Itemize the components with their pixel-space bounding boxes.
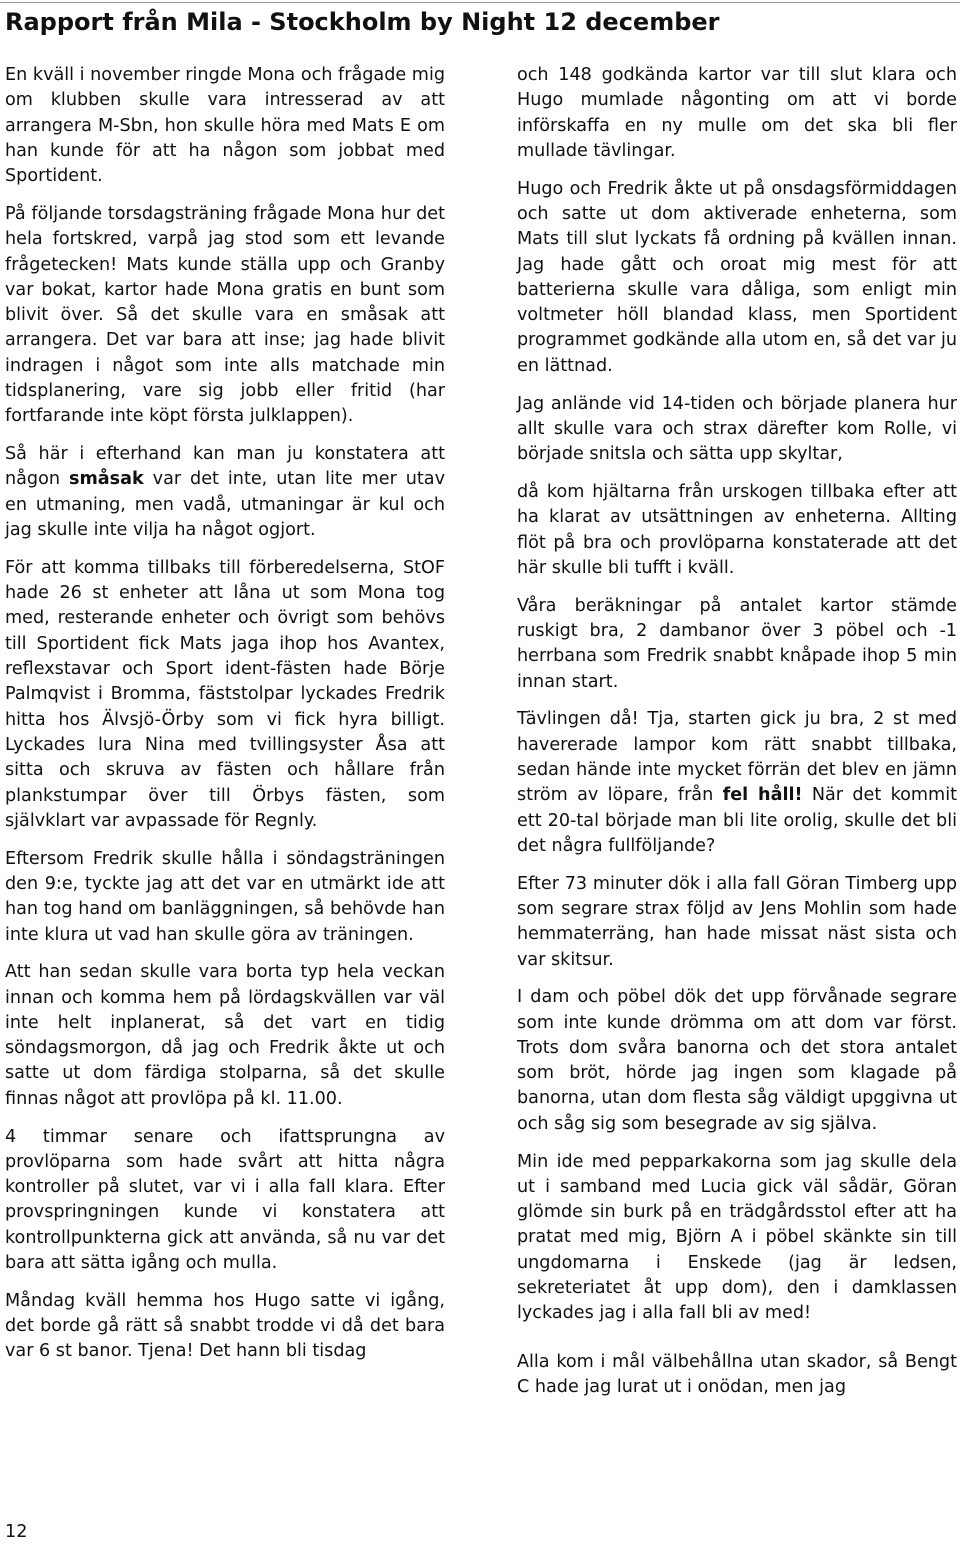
paragraph: Våra beräkningar på antalet kartor stämde ruskigt bra, 2 dambanor över 3 pöbel och -1 herrbana som Fredrik snabbt knåpade ihop 5 min innan start. xyxy=(517,595,957,692)
paragraph: Eftersom Fredrik skulle hålla i söndagsträningen den 9:e, tyckte jag att det var en utmärkt ide att han tog hand om banläggningen, så behövde han inte klura ut vad han skulle göra av träningen. xyxy=(5,848,445,945)
paragraph-text: Tävlingen då! Tja, starten gick ju bra, 2 st med havererade lampor kom rätt snabbt tillbaka, sedan hände inte mycket förrän det blev en jämn ström av löpare, från xyxy=(517,709,957,806)
paragraph: Alla kom i mål välbehållna utan skador, så Bengt C hade jag lurat ut i onödan, men jag xyxy=(517,1351,957,1397)
paragraph: På följande torsdagsträning frågade Mona hur det hela fortskred, varpå jag stod som ett levande frågetecken! Mats kunde ställa upp och Granby var bokat, kartor hade Mona gratis en bunt som blivit över. Så det skulle vara en småsak att arrangera. Det var bara att inse; jag hade blivit indragen i något som inte alls matchade min tidsplanering, vare sig jobb eller fritid (har fortfarande inte köpt första julklappen). xyxy=(5,203,445,427)
left-column xyxy=(5,63,445,1377)
paragraph: I dam och pöbel dök det upp förvånade segrare som inte kunde drömma om att dom var först. Trots dom svåra banorna och det stora antalet som bröt, hörde jag ingen som klagade på banorna, utan dom flesta såg väldigt upggivna ut och såg sig som besegrade av sig själva. xyxy=(517,987,957,1134)
top-rule xyxy=(0,2,960,3)
paragraph: Hugo och Fredrik åkte ut på onsdagsförmiddagen och satte ut dom aktiverade enheterna, som Mats till slut lyckats få ordning på kvällen innan. Jag hade gått och oroat mig mest för att batterierna skulle vara dåliga, som enligt min voltmeter höll blandad klass, men Sportident programmet godkände alla utom en, så det var ju en lättnad. xyxy=(517,178,957,376)
paragraph xyxy=(5,442,445,543)
bold-text: småsak xyxy=(68,469,144,490)
page-number: 12 xyxy=(5,1522,28,1542)
paragraph: Jag anlände vid 14-tiden och började planera hur allt skulle vara och strax därefter kom Rolle, vi började snitsla och sätta upp skyltar, xyxy=(517,393,957,465)
paragraph-text: var det inte, utan lite mer utav en utmaning, men vadå, utmaningar är kul och jag skulle inte vilja ha något ogjort. xyxy=(5,469,445,541)
paragraph: och 148 godkända kartor var till slut klara och Hugo mumlade någonting om att vi borde införskaffa en ny mulle om det ska bli fler mullade tävlingar. xyxy=(517,65,957,161)
right-column xyxy=(517,63,957,1413)
page-title: Rapport från Mila - Stockholm by Night 12 december xyxy=(5,8,720,36)
paragraph-text: När det kommit ett 20-tal började man bli lite orolig, skulle det bli det några fullföljande? xyxy=(517,785,957,856)
paragraph-text: Så här i efterhand kan man ju konstatera att någon xyxy=(5,444,445,490)
paragraph: En kväll i november ringde Mona och frågade mig om klubben skulle vara intresserad av att arrangera M-Sbn, hon skulle höra med Mats E om han kunde för att ha någon som jobbat med Sportident. xyxy=(5,65,445,187)
paragraph xyxy=(517,707,957,859)
paragraph: För att komma tillbaks till förberedelserna, StOF hade 26 st enheter att låna ut som Mona tog med, resterande enheter och övrigt som behövs till Sportident fick Mats jaga ihop hos Avantex, reflexstavar och Sport ident-fästen hade Börje Palmqvist i Bromma, fäststolpar lyckades Fredrik hitta hos Älvsjö-Örby som vi fick hyra billigt. Lyckades lura Nina med tvillingsyster Åsa att sitta och skruva av fästen och hållare från plankstumpar över till Örbys fästen, som självklart var avpassade för Regnly. xyxy=(5,557,445,831)
paragraph: Att han sedan skulle vara borta typ hela veckan innan och komma hem på lördagskvällen var väl inte helt inplanerat, så det vart en tidig söndagsmorgon, då jag och Fredrik åkte ut och satte ut dom färdiga stolparna, så det skulle finnas något att provlöpa på kl. 11.00. xyxy=(5,962,445,1109)
bold-text: fel håll! xyxy=(722,785,803,806)
paragraph: 4 timmar senare och ifattsprungna av provlöparna som hade svårt att hitta några kontroller på slutet, var vi i alla fall klara. Efter provspringningen kunde vi konstatera att kontrollpunkterna gick att använda, så nu var det bara att sätta igång och mulla. xyxy=(5,1126,445,1274)
paragraph: Min ide med pepparkakorna som jag skulle dela ut i samband med Lucia gick väl sådär, Göran glömde sin burk på en trädgårdsstol efter att ha pratat med mig, Björn A i pöbel skänkte sin till ungdomarna i Enskede (jag är ledsen, sekreteriatet åt upp dom), den i damklassen lyckades jag i alla fall bli av med! xyxy=(517,1151,957,1324)
paragraph: Måndag kväll hemma hos Hugo satte vi igång, det borde gå rätt så snabbt trodde vi då det bara var 6 st banor. Tjena! Det hann bli tisdag xyxy=(5,1290,445,1362)
paragraph: Efter 73 minuter dök i alla fall Göran Timberg upp som segrare strax följd av Jens Mohlin som hade hemmaterräng, han hade missat näst sista och var skitsur. xyxy=(517,873,957,970)
paragraph: då kom hjältarna från urskogen tillbaka efter att ha klarat av utsättningen av enheterna. Allting flöt på bra och provlöparna konstaterade att det här skulle bli tufft i kväll. xyxy=(517,481,957,578)
